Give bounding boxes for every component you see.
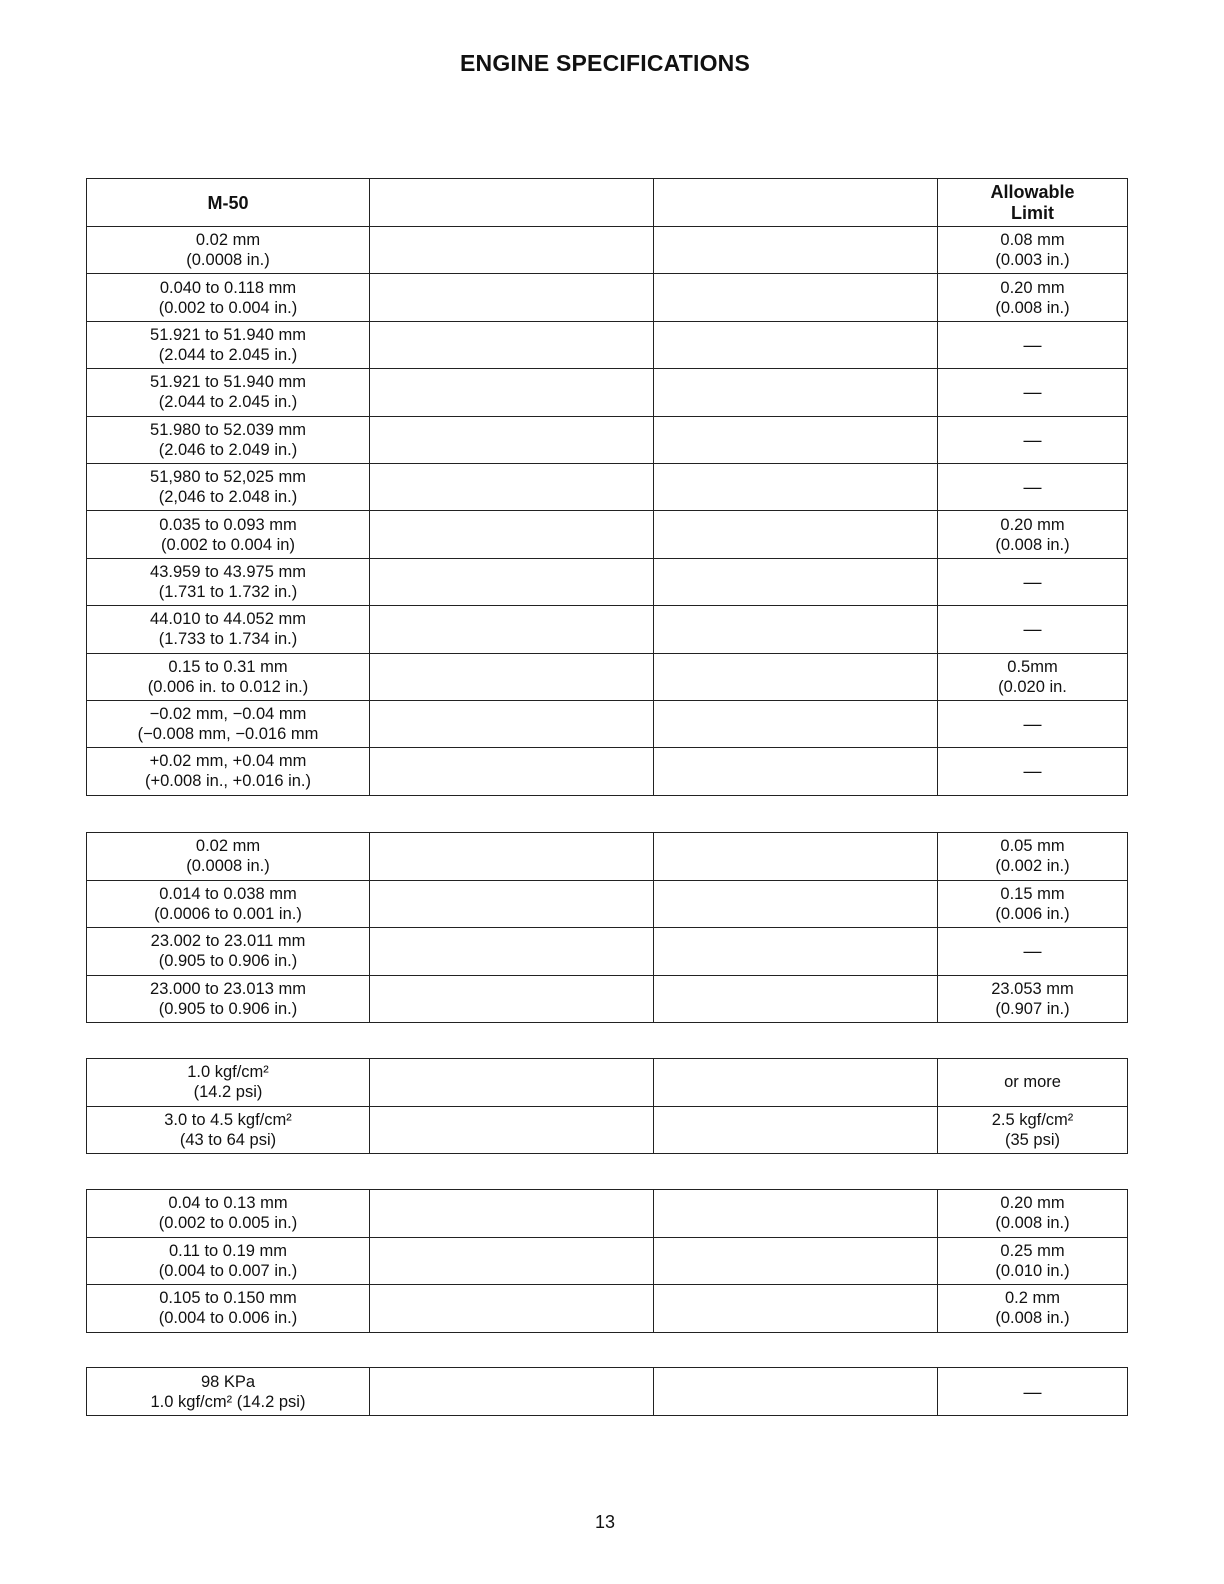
table-body — [87, 833, 1128, 1023]
blank-cell — [654, 274, 938, 321]
table-row — [87, 975, 1128, 1023]
allowable-limit-cell: — — [938, 606, 1128, 653]
blank-cell — [370, 463, 654, 510]
allowable-limit-cell: 23.053 mm (0.907 in.) — [938, 975, 1128, 1023]
page-number: 13 — [594, 1512, 616, 1532]
factory-spec-cell: 0.04 to 0.13 mm (0.002 to 0.005 in.) — [87, 1190, 370, 1238]
allowable-limit-cell: — — [938, 700, 1128, 747]
blank-cell — [370, 321, 654, 368]
factory-spec-cell: 51.980 to 52.039 mm (2.046 to 2.049 in.) — [87, 416, 370, 463]
table-row — [87, 1368, 1128, 1416]
blank-cell — [370, 369, 654, 416]
table-row — [87, 1285, 1128, 1333]
blank-cell — [654, 833, 938, 881]
blank-cell — [370, 833, 654, 881]
factory-spec-cell: 0.040 to 0.118 mm (0.002 to 0.004 in.) — [87, 274, 370, 321]
blank-cell — [654, 700, 938, 747]
table-row — [87, 748, 1128, 795]
header-model: M-50 — [87, 179, 370, 227]
table-row — [87, 369, 1128, 416]
table-row — [87, 1190, 1128, 1238]
factory-spec-cell: 0.02 mm (0.0008 in.) — [87, 227, 370, 274]
header-col2 — [370, 179, 654, 227]
header-allowable-limit: Allowable Limit — [938, 179, 1128, 227]
allowable-limit-cell: 0.15 mm (0.006 in.) — [938, 880, 1128, 928]
blank-cell — [370, 1368, 654, 1416]
blank-cell — [370, 975, 654, 1023]
allowable-limit-cell: 0.20 mm (0.008 in.) — [938, 274, 1128, 321]
spec-table-3 — [86, 1058, 1128, 1154]
page-title: ENGINE SPECIFICATIONS — [459, 50, 751, 76]
factory-spec-cell: 51,980 to 52,025 mm (2,046 to 2.048 in.) — [87, 463, 370, 510]
blank-cell — [654, 880, 938, 928]
allowable-limit-cell: — — [938, 748, 1128, 795]
blank-cell — [654, 369, 938, 416]
blank-cell — [370, 606, 654, 653]
blank-cell — [370, 1106, 654, 1154]
table-body — [87, 1190, 1128, 1333]
blank-cell — [654, 928, 938, 976]
blank-cell — [654, 558, 938, 605]
allowable-limit-cell: 0.05 mm (0.002 in.) — [938, 833, 1128, 881]
blank-cell — [370, 928, 654, 976]
table-row — [87, 1059, 1128, 1107]
blank-cell — [654, 606, 938, 653]
blank-cell — [370, 511, 654, 558]
blank-cell — [654, 1059, 938, 1107]
blank-cell — [370, 416, 654, 463]
allowable-limit-cell: — — [938, 558, 1128, 605]
allowable-limit-cell: — — [938, 416, 1128, 463]
blank-cell — [654, 1106, 938, 1154]
allowable-limit-cell: — — [938, 321, 1128, 368]
allowable-limit-cell: 0.25 mm (0.010 in.) — [938, 1237, 1128, 1285]
table-body — [87, 227, 1128, 796]
table-row — [87, 274, 1128, 321]
factory-spec-cell: 3.0 to 4.5 kgf/cm² (43 to 64 psi) — [87, 1106, 370, 1154]
factory-spec-cell: 51.921 to 51.940 mm (2.044 to 2.045 in.) — [87, 369, 370, 416]
factory-spec-cell: 51.921 to 51.940 mm (2.044 to 2.045 in.) — [87, 321, 370, 368]
blank-cell — [654, 1285, 938, 1333]
table-body — [87, 1368, 1128, 1416]
spec-table-4 — [86, 1189, 1128, 1333]
table-row — [87, 880, 1128, 928]
blank-cell — [370, 700, 654, 747]
factory-spec-cell: 23.002 to 23.011 mm (0.905 to 0.906 in.) — [87, 928, 370, 976]
allowable-limit-cell: 0.20 mm (0.008 in.) — [938, 511, 1128, 558]
table-row — [87, 416, 1128, 463]
allowable-limit-cell: 0.2 mm (0.008 in.) — [938, 1285, 1128, 1333]
table-row — [87, 606, 1128, 653]
table-row — [87, 653, 1128, 700]
blank-cell — [654, 1368, 938, 1416]
table-row — [87, 833, 1128, 881]
header-col3 — [654, 179, 938, 227]
factory-spec-cell: 98 KPa 1.0 kgf/cm² (14.2 psi) — [87, 1368, 370, 1416]
blank-cell — [370, 1059, 654, 1107]
blank-cell — [654, 1237, 938, 1285]
factory-spec-cell: 0.035 to 0.093 mm (0.002 to 0.004 in) — [87, 511, 370, 558]
table-row — [87, 700, 1128, 747]
blank-cell — [370, 653, 654, 700]
factory-spec-cell: 0.014 to 0.038 mm (0.0006 to 0.001 in.) — [87, 880, 370, 928]
table-row — [87, 227, 1128, 274]
allowable-limit-cell: 2.5 kgf/cm² (35 psi) — [938, 1106, 1128, 1154]
blank-cell — [370, 558, 654, 605]
factory-spec-cell: 43.959 to 43.975 mm (1.731 to 1.732 in.) — [87, 558, 370, 605]
factory-spec-cell: 0.02 mm (0.0008 in.) — [87, 833, 370, 881]
table-row — [87, 1237, 1128, 1285]
spec-table-main — [86, 178, 1128, 796]
blank-cell — [654, 463, 938, 510]
blank-cell — [370, 1237, 654, 1285]
blank-cell — [370, 748, 654, 795]
factory-spec-cell: 0.105 to 0.150 mm (0.004 to 0.006 in.) — [87, 1285, 370, 1333]
table-row — [87, 511, 1128, 558]
factory-spec-cell: 23.000 to 23.013 mm (0.905 to 0.906 in.) — [87, 975, 370, 1023]
allowable-limit-cell: — — [938, 369, 1128, 416]
factory-spec-cell: 0.11 to 0.19 mm (0.004 to 0.007 in.) — [87, 1237, 370, 1285]
spec-table-2 — [86, 832, 1128, 1023]
blank-cell — [370, 1190, 654, 1238]
allowable-limit-cell: 0.08 mm (0.003 in.) — [938, 227, 1128, 274]
allowable-limit-cell: 0.5mm (0.020 in. — [938, 653, 1128, 700]
allowable-limit-cell: or more — [938, 1059, 1128, 1107]
factory-spec-cell: −0.02 mm, −0.04 mm (−0.008 mm, −0.016 mm — [87, 700, 370, 747]
table-header-row — [87, 179, 1128, 227]
blank-cell — [654, 975, 938, 1023]
factory-spec-cell: +0.02 mm, +0.04 mm (+0.008 in., +0.016 in.) — [87, 748, 370, 795]
table-row — [87, 321, 1128, 368]
blank-cell — [370, 1285, 654, 1333]
table-row — [87, 558, 1128, 605]
blank-cell — [654, 321, 938, 368]
blank-cell — [654, 653, 938, 700]
allowable-limit-cell: — — [938, 463, 1128, 510]
allowable-limit-cell: — — [938, 928, 1128, 976]
table-body — [87, 1059, 1128, 1154]
allowable-limit-cell: — — [938, 1368, 1128, 1416]
table-row — [87, 463, 1128, 510]
spec-table-5 — [86, 1367, 1128, 1416]
factory-spec-cell: 0.15 to 0.31 mm (0.006 in. to 0.012 in.) — [87, 653, 370, 700]
blank-cell — [654, 748, 938, 795]
table-row — [87, 1106, 1128, 1154]
factory-spec-cell: 44.010 to 44.052 mm (1.733 to 1.734 in.) — [87, 606, 370, 653]
blank-cell — [654, 227, 938, 274]
blank-cell — [654, 511, 938, 558]
allowable-limit-cell: 0.20 mm (0.008 in.) — [938, 1190, 1128, 1238]
blank-cell — [654, 416, 938, 463]
blank-cell — [370, 880, 654, 928]
blank-cell — [370, 274, 654, 321]
table-row — [87, 928, 1128, 976]
blank-cell — [654, 1190, 938, 1238]
factory-spec-cell: 1.0 kgf/cm² (14.2 psi) — [87, 1059, 370, 1107]
blank-cell — [370, 227, 654, 274]
